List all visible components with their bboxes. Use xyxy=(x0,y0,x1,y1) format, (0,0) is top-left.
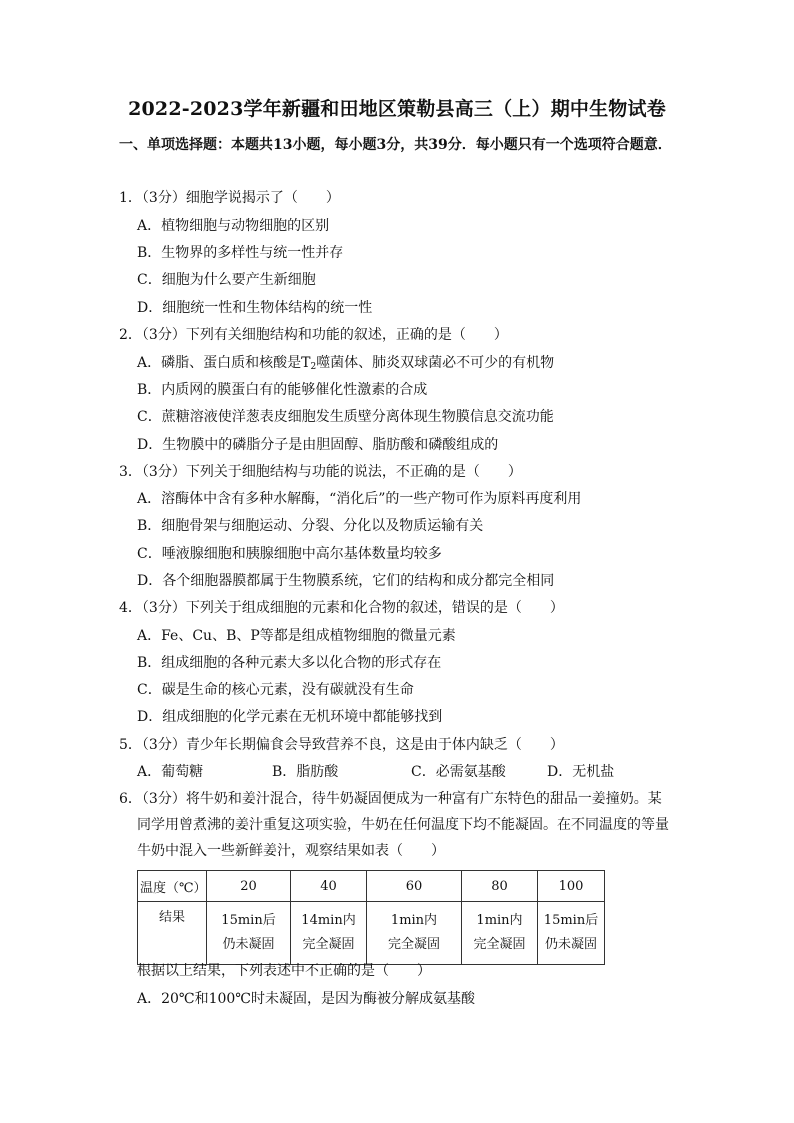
question-4-option-c: C．碳是生命的核心元素，没有碳就没有生命 xyxy=(137,682,414,698)
table-cell-result xyxy=(291,902,367,965)
question-3-option-c: C．唾液腺细胞和胰腺细胞中高尔基体数量均较多 xyxy=(137,546,442,562)
question-4-option-a: A．Fe、Cu、B、P等都是组成植物细胞的微量元素 xyxy=(137,628,456,644)
result-line-2: 完全凝固 xyxy=(387,937,440,952)
table-result-label: 结果 xyxy=(138,902,207,965)
result-line-2: 完全凝固 xyxy=(473,937,526,952)
question-4-option-d: D．组成细胞的化学元素在无机环境中都能够找到 xyxy=(137,709,443,725)
table-row xyxy=(138,902,605,965)
result-line-2: 完全凝固 xyxy=(302,937,355,952)
question-1-option-d: D．细胞统一性和生物体结构的统一性 xyxy=(137,300,373,316)
question-2-stem: 2．（3分）下列有关细胞结构和功能的叙述，正确的是（ ） xyxy=(119,327,508,343)
table-cell-result xyxy=(367,902,462,965)
question-3-option-b: B．细胞骨架与细胞运动、分裂、分化以及物质运输有关 xyxy=(137,518,484,534)
question-6-follow-up: 根据以上结果，下列表述中不正确的是（ ） xyxy=(137,963,431,979)
result-line-2: 仍未凝固 xyxy=(222,937,275,952)
question-6-option-a: A．20℃和100℃时未凝固，是因为酶被分解成氨基酸 xyxy=(137,991,475,1007)
question-5-option-a: A．葡萄糖 xyxy=(137,764,204,780)
option-a-prefix: A．磷脂、蛋白质和核酸是T xyxy=(137,355,311,371)
result-line-1: 14min内 xyxy=(301,913,356,928)
question-1-option-c: C．细胞为什么要产生新细胞 xyxy=(137,272,316,288)
question-2-option-d: D．生物膜中的磷脂分子是由胆固醇、脂肪酸和磷酸组成的 xyxy=(137,437,499,453)
subscript-2: 2 xyxy=(310,362,317,372)
page-title: 2022-2023学年新疆和田地区策勒县高三（上）期中生物试卷 xyxy=(128,98,666,120)
table-cell-temp: 80 xyxy=(462,871,538,902)
question-5-option-c: C．必需氨基酸 xyxy=(411,764,506,780)
question-1-stem: 1．（3分）细胞学说揭示了（ ） xyxy=(119,190,340,206)
question-3-option-a: A．溶酶体中含有多种水解酶，“消化后”的一些产物可作为原料再度利用 xyxy=(137,491,582,507)
result-line-1: 15min后 xyxy=(221,913,276,928)
question-5-option-d: D．无机盐 xyxy=(547,764,615,780)
question-3-stem: 3．（3分）下列关于细胞结构与功能的说法，不正确的是（ ） xyxy=(119,464,522,480)
question-5-option-b: B．脂肪酸 xyxy=(272,764,339,780)
section-heading: 一、单项选择题：本题共13小题，每小题3分，共39分．每小题只有一个选项符合题意． xyxy=(119,137,672,153)
table-cell-result xyxy=(462,902,538,965)
question-1-option-b: B．生物界的多样性与统一性并存 xyxy=(137,245,344,261)
table-cell-result xyxy=(538,902,605,965)
option-a-suffix: 噬菌体、肺炎双球菌必不可少的有机物 xyxy=(316,355,555,371)
question-4-option-b: B．组成细胞的各种元素大多以化合物的形式存在 xyxy=(137,655,442,671)
table-cell-temp: 100 xyxy=(538,871,605,902)
question-3-option-d: D．各个细胞器膜都属于生物膜系统，它们的结构和成分都完全相同 xyxy=(137,573,555,589)
table-header-label: 温度（℃） xyxy=(138,871,207,902)
question-5-stem: 5．（3分）青少年长期偏食会导致营养不良，这是由于体内缺乏（ ） xyxy=(119,737,564,753)
question-2-option-c: C．蔗糖溶液使洋葱表皮细胞发生质壁分离体现生物膜信息交流功能 xyxy=(137,409,554,425)
temperature-result-table xyxy=(137,870,605,965)
question-6-stem xyxy=(119,786,675,864)
result-line-1: 15min后 xyxy=(543,913,599,928)
question-1-option-a: A．植物细胞与动物细胞的区别 xyxy=(137,218,330,234)
question-4-stem: 4．（3分）下列关于组成细胞的元素和化合物的叙述，错误的是（ ） xyxy=(119,600,564,616)
table-cell-temp: 20 xyxy=(207,871,291,902)
question-2-option-b: B．内质网的膜蛋白有的能够催化性激素的合成 xyxy=(137,382,428,398)
table-cell-temp: 60 xyxy=(367,871,462,902)
question-2-option-a xyxy=(137,352,554,378)
table-cell-temp: 40 xyxy=(291,871,367,902)
result-line-1: 1min内 xyxy=(476,913,523,928)
table-cell-result xyxy=(207,902,291,965)
question-6-stem-text: 6．（3分）将牛奶和姜汁混合，待牛奶凝固便成为一种富有广东特色的甜品一姜撞奶。某同学用曾煮沸的姜汁重复这项实验，牛奶在任何温度下均不能凝固。在不同温度的等量牛奶中混入一些新鲜姜汁，观察结果如表（ ） xyxy=(119,791,669,859)
result-line-1: 1min内 xyxy=(390,913,438,928)
result-line-2: 仍未凝固 xyxy=(544,937,597,952)
table-row xyxy=(138,871,605,902)
